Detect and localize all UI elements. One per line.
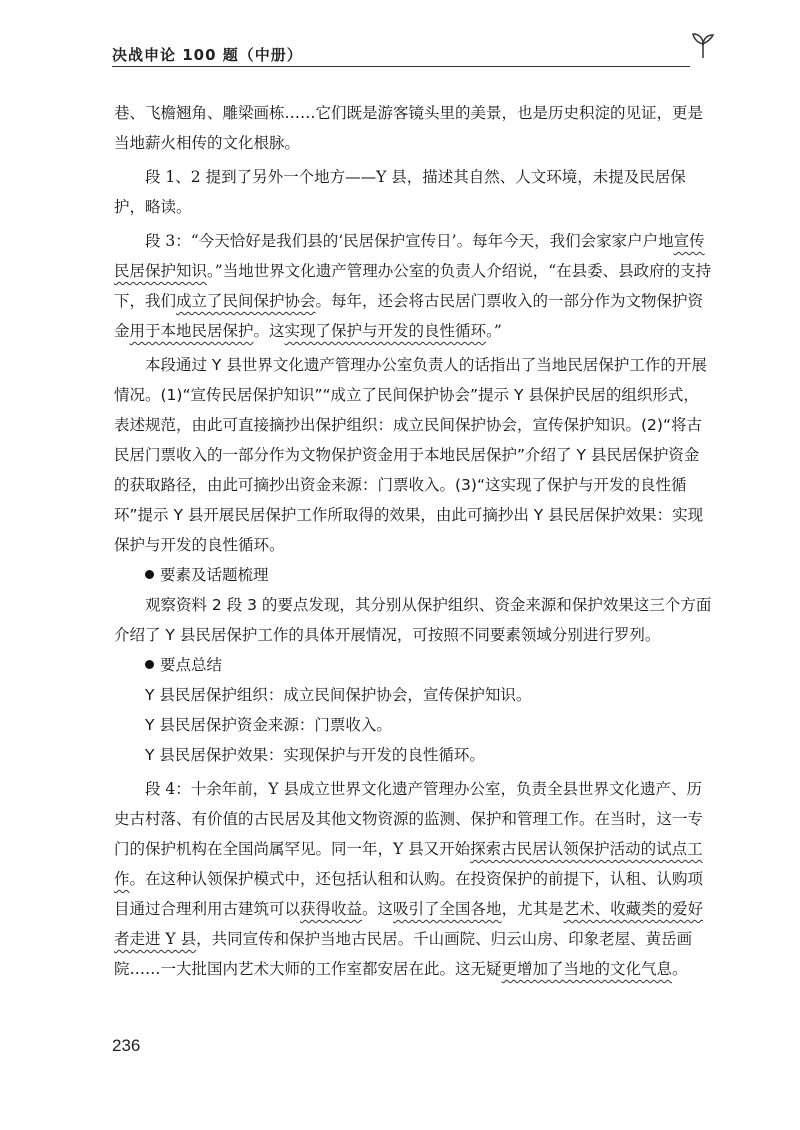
- header-rule: [112, 66, 690, 67]
- summary-item: Y 县民居保护效果：实现保护与开发的良性循环。: [145, 746, 485, 764]
- summary-item: Y 县民居保护组织：成立民间保护协会，宣传保护知识。: [145, 686, 532, 704]
- underlined-phrase: 宣传民居保护知识: [114, 232, 705, 280]
- running-header: 决战申论 100 题（中册）: [112, 46, 303, 64]
- page-number: 236: [112, 1036, 141, 1055]
- underlined-phrase: 获得收益: [300, 900, 363, 918]
- paragraph-material-4: 段 4：十余年前，Y 县成立世界文化遗产管理办公室，负责全县世界文化遗产、历史古村落、有价值的古民居及其他文物资源的监测、保护和管理工作。在当时，这一专门的保护机构在全国尚属罕见。同一年，Y 县又开始探索古民居认领保护活动的试点工作。在这种认领保护模式中，还包括认租和认购。在投资保护的前提下，认租、认购项目通过合理利用古建筑可以获得收益。这吸引了全国各地，尤其是艺术、收藏类的爱好者走进 Y 县，共同宣传和保护当地古民居。千山画院、归云山房、印象老屋、黄岳画院……一大批国内艺术大师的工作室都安居在此。这无疑更增加了当地的文化气息。: [114, 780, 704, 978]
- underlined-phrase: 吸引了全国各地: [393, 900, 502, 918]
- underlined-phrase: 更增加了当地的文化气息: [501, 960, 673, 978]
- underlined-phrase: 探索古民居认领保护活动的试点工作: [114, 840, 703, 888]
- bullet-icon: [145, 660, 154, 669]
- paragraph-analysis-1-2: 段 1、2 提到了另外一个地方——Y 县，描述其自然、人文环境，未提及民居保护，略读。: [114, 168, 686, 216]
- underlined-phrase: 用于本地民居保护: [129, 322, 254, 340]
- underlined-phrase: 成立了民间保护协会: [176, 292, 316, 310]
- section-heading: 要点总结: [114, 650, 714, 680]
- paragraph-continuation: 巷、飞檐翘角、雕梁画栋……它们既是游客镜头里的美景，也是历史积淀的见证，更是当地薪火相传的文化根脉。: [114, 104, 704, 152]
- sprout-icon: [688, 30, 718, 60]
- bullet-icon: [145, 570, 154, 579]
- paragraph-material-3: 段 3：“今天恰好是我们县的‘民居保护宣传日’。每年今天，我们会家家户户地宣传民居保护知识。”当地世界文化遗产管理办公室的负责人介绍说，“在县委、县政府的支持下，我们成立了民间保护协会。每年，还会将古民居门票收入的一部分作为文物保护资金用于本地民居保护。这实现了保护与开发的良性循环。”: [114, 232, 712, 340]
- paragraph-overview: 观察资料 2 段 3 的要点发现，其分别从保护组织、资金来源和保护效果这三个方面介绍了 Y 县民居保护工作的具体开展情况，可按照不同要素领域分别进行罗列。: [114, 596, 712, 644]
- underlined-phrase: 实现了保护与开发的良性循环: [284, 322, 487, 340]
- underlined-phrase: 艺术、收藏类的爱好者走进 Y 县: [114, 900, 704, 948]
- section-heading: 要素及话题梳理: [114, 560, 714, 590]
- paragraph-analysis-3: 本段通过 Y 县世界文化遗产管理办公室负责人的话指出了当地民居保护工作的开展情况。(1)“宣传民居保护知识”“成立了民间保护协会”提示 Y 县保护民居的组织形式，表述规范，由此可直接摘抄出保护组织：成立民间保护协会，宣传保护知识。(2)“将古民居门票收入的一部分作为文物保护资金用于本地民居保护”介绍了 Y 县民居保护资金的获取路径，由此可摘抄出资金来源：门票收入。(3)“这实现了保护与开发的良性循环”提示 Y 县开展民居保护工作所取得的效果，由此可摘抄出 Y 县民居保护效果：实现保护与开发的良性循环。: [114, 356, 707, 554]
- summary-item: Y 县民居保护资金来源：门票收入。: [145, 716, 392, 734]
- document-body: [114, 98, 714, 984]
